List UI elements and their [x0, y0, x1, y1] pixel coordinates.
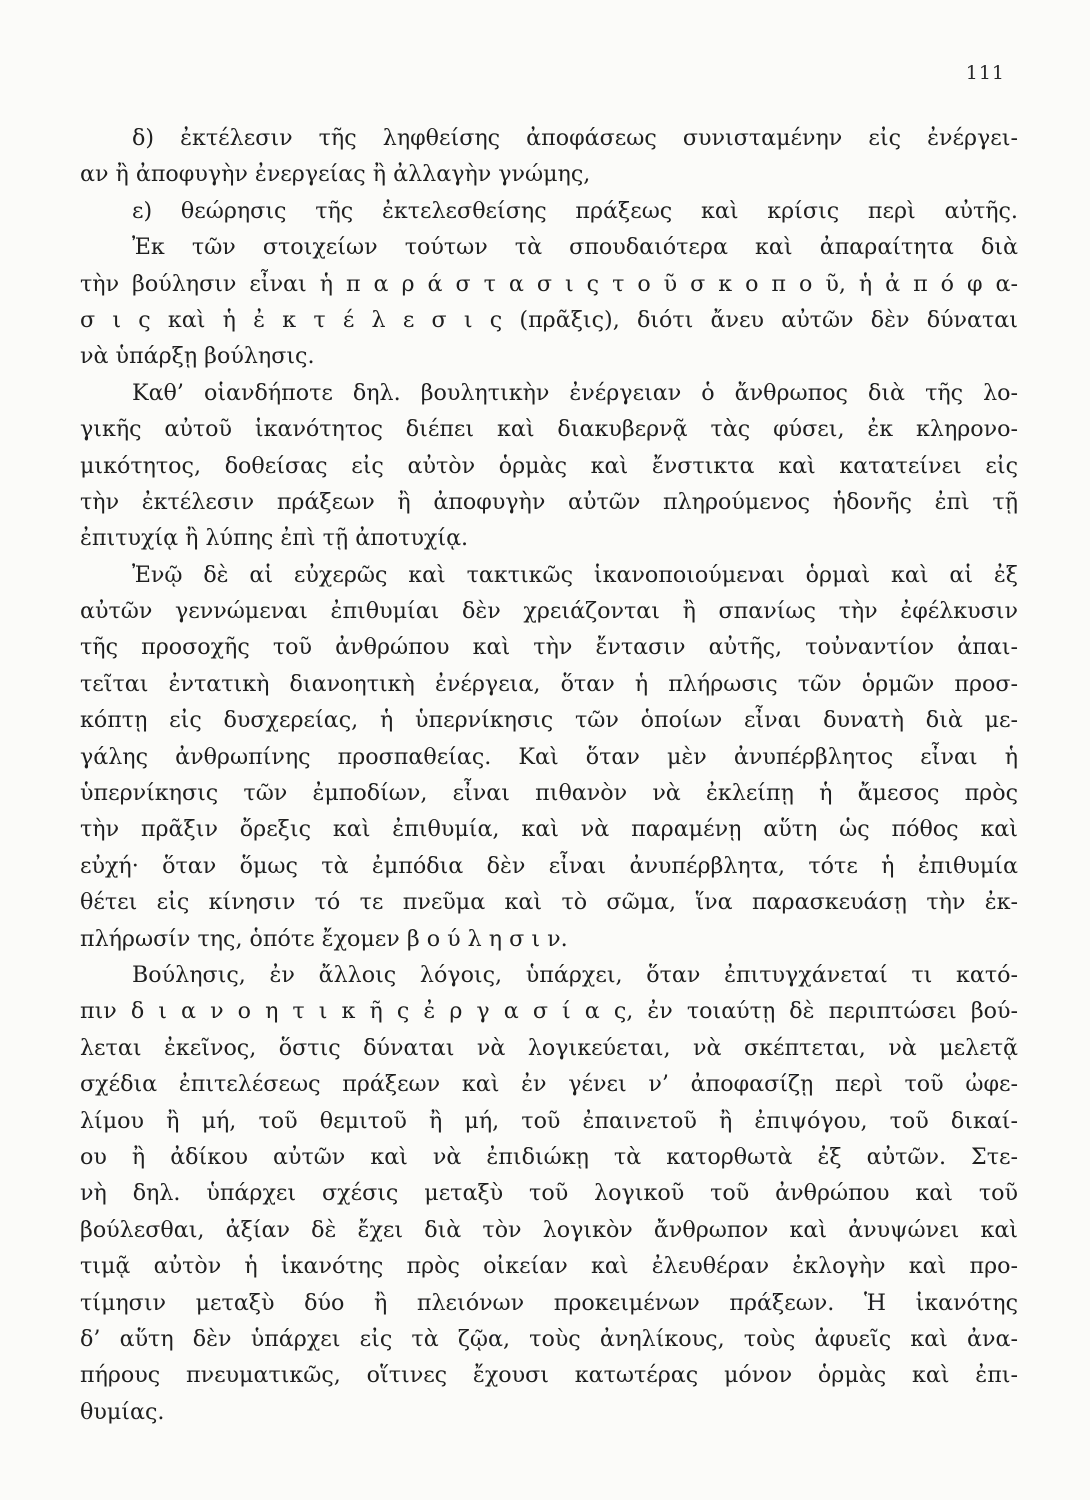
text-line: ὑπερνίκησις τῶν ἐμποδίων, εἶναι πιθανὸν νὰ ἐκλείπῃ ἡ ἄμεσος πρὸς	[80, 780, 1018, 807]
text-line: τῆς προσοχῆς τοῦ ἀνθρώπου καὶ τὴν ἔντασιν αὐτῆς, τοὐναντίον ἀπαι-	[80, 634, 1018, 661]
text-line: Ἐνῷ δὲ αἱ εὐχερῶς καὶ τακτικῶς ἱκανοποιούμεναι ὁρμαὶ καὶ αἱ ἐξ	[132, 561, 1018, 588]
page-number: 111	[965, 62, 1005, 84]
text-line: δ) ἐκτέλεσιν τῆς ληφθείσης ἀποφάσεως συνισταμένην εἰς ἐνέργει-	[132, 125, 1018, 151]
text-line: ε) θεώρησις τῆς ἐκτελεσθείσης πράξεως καὶ κρίσις περὶ αὐτῆς.	[132, 197, 1018, 224]
text-line: Βούλησις, ἐν ἄλλοις λόγοις, ὑπάρχει, ὅταν ἐπιτυγχάνεταί τι κατό-	[132, 961, 1018, 988]
text-line: τεῖται ἐντατικὴ διανοητικὴ ἐνέργεια, ὅταν ἡ πλήρωσις τῶν ὁρμῶν προσ-	[80, 670, 1018, 697]
text-line: πιν δ ι α ν ο η τ ι κ ῆ ς ἐ ρ γ α σ ί α ς, ἐν τοιαύτῃ δὲ περιπτώσει βού-	[80, 998, 1018, 1025]
text-line: τὴν πρᾶξιν ὄρεξις καὶ ἐπιθυμία, καὶ νὰ παραμένῃ αὕτη ὡς πόθος καὶ	[80, 816, 1018, 843]
text-line: τὴν ἐκτέλεσιν πράξεων ἢ ἀποφυγὴν αὐτῶν πληρούμενος ἡδονῆς ἐπὶ τῇ	[80, 488, 1018, 515]
text-line: τιμᾷ αὐτὸν ἡ ἱκανότης πρὸς οἰκείαν καὶ ἐλευθέραν ἐκλογὴν καὶ προ-	[80, 1253, 1018, 1280]
text-line: δ’ αὕτη δὲν ὑπάρχει εἰς τὰ ζῷα, τοὺς ἀνηλίκους, τοὺς ἀφυεῖς καὶ ἀνα-	[80, 1325, 1018, 1352]
text-line: τὴν βούλησιν εἶναι ἡ π α ρ ά σ τ α σ ι ς τ ο ῦ σ κ ο π ο ῦ, ἡ ἀ π ό φ α-	[80, 270, 1018, 297]
text-line: νὴ δηλ. ὑπάρχει σχέσις μεταξὺ τοῦ λογικοῦ τοῦ ἀνθρώπου καὶ τοῦ	[80, 1180, 1018, 1207]
text-line: λίμου ἢ μή, τοῦ θεμιτοῦ ἢ μή, τοῦ ἐπαινετοῦ ἢ ἐπιψόγου, τοῦ δικαί-	[80, 1107, 1018, 1134]
text-line: βούλεσθαι, ἀξίαν δὲ ἔχει διὰ τὸν λογικὸν ἄνθρωπον καὶ ἀνυψώνει καὶ	[80, 1216, 1018, 1243]
text-line: κόπτῃ εἰς δυσχερείας, ἡ ὑπερνίκησις τῶν ὁποίων εἶναι δυνατὴ διὰ με-	[80, 707, 1018, 734]
text-line: γικῆς αὐτοῦ ἱκανότητος διέπει καὶ διακυβερνᾷ τὰς φύσει, ἐκ κληρονο-	[80, 416, 1018, 443]
text-line: πλήρωσίν της, ὁπότε ἔχομεν β ο ύ λ η σ ι ν.	[80, 925, 568, 952]
text-line: εὐχή· ὅταν ὅμως τὰ ἐμπόδια δὲν εἶναι ἀνυπέρβλητα, τότε ἡ ἐπιθυμία	[80, 852, 1018, 879]
text-line: θυμίας.	[80, 1398, 165, 1425]
text-line: αὐτῶν γεννώμεναι ἐπιθυμίαι δὲν χρειάζονται ἢ σπανίως τὴν ἐφέλκυσιν	[80, 598, 1018, 625]
text-line: ου ἢ ἀδίκου αὐτῶν καὶ νὰ ἐπιδιώκῃ τὰ κατορθωτὰ ἐξ αὐτῶν. Στε-	[80, 1143, 1018, 1170]
body-text	[80, 120, 1018, 1430]
text-line: Καθ’ οἱανδήποτε δηλ. βουλητικὴν ἐνέργειαν ὁ ἄνθρωπος διὰ τῆς λο-	[132, 379, 1018, 406]
text-line: μικότητος, δοθείσας εἰς αὐτὸν ὁρμὰς καὶ ἔνστικτα καὶ κατατείνει εἰς	[80, 452, 1018, 479]
text-line: θέτει εἰς κίνησιν τό τε πνεῦμα καὶ τὸ σῶμα, ἵνα παρασκευάσῃ τὴν ἐκ-	[80, 889, 1018, 916]
text-line: νὰ ὑπάρξῃ βούλησις.	[80, 343, 315, 370]
text-line: Ἐκ τῶν στοιχείων τούτων τὰ σπουδαιότερα καὶ ἀπαραίτητα διὰ	[132, 234, 1018, 261]
text-line: σ ι ς καὶ ἡ ἐ κ τ έ λ ε σ ι ς (πρᾶξις), διότι ἄνευ αὐτῶν δὲν δύναται	[80, 306, 1018, 333]
text-line: γάλης ἀνθρωπίνης προσπαθείας. Καὶ ὅταν μὲν ἀνυπέρβλητος εἶναι ἡ	[80, 743, 1018, 770]
text-line: σχέδια ἐπιτελέσεως πράξεων καὶ ἐν γένει ν’ ἀποφασίζῃ περὶ τοῦ ὠφε-	[80, 1071, 1018, 1098]
text-line: ἐπιτυχίᾳ ἢ λύπης ἐπὶ τῇ ἀποτυχίᾳ.	[80, 525, 469, 552]
text-line: λεται ἐκεῖνος, ὅστις δύναται νὰ λογικεύεται, νὰ σκέπτεται, νὰ μελετᾷ	[80, 1034, 1018, 1061]
text-line: τίμησιν μεταξὺ δύο ἢ πλειόνων προκειμένων πράξεων. Ἡ ἱκανότης	[80, 1289, 1018, 1316]
text-line: πήρους πνευματικῶς, οἵτινες ἔχουσι κατωτέρας μόνον ὁρμὰς καὶ ἐπι-	[80, 1362, 1018, 1389]
text-line: αν ἢ ἀποφυγὴν ἐνεργείας ἢ ἀλλαγὴν γνώμης,	[80, 161, 591, 188]
